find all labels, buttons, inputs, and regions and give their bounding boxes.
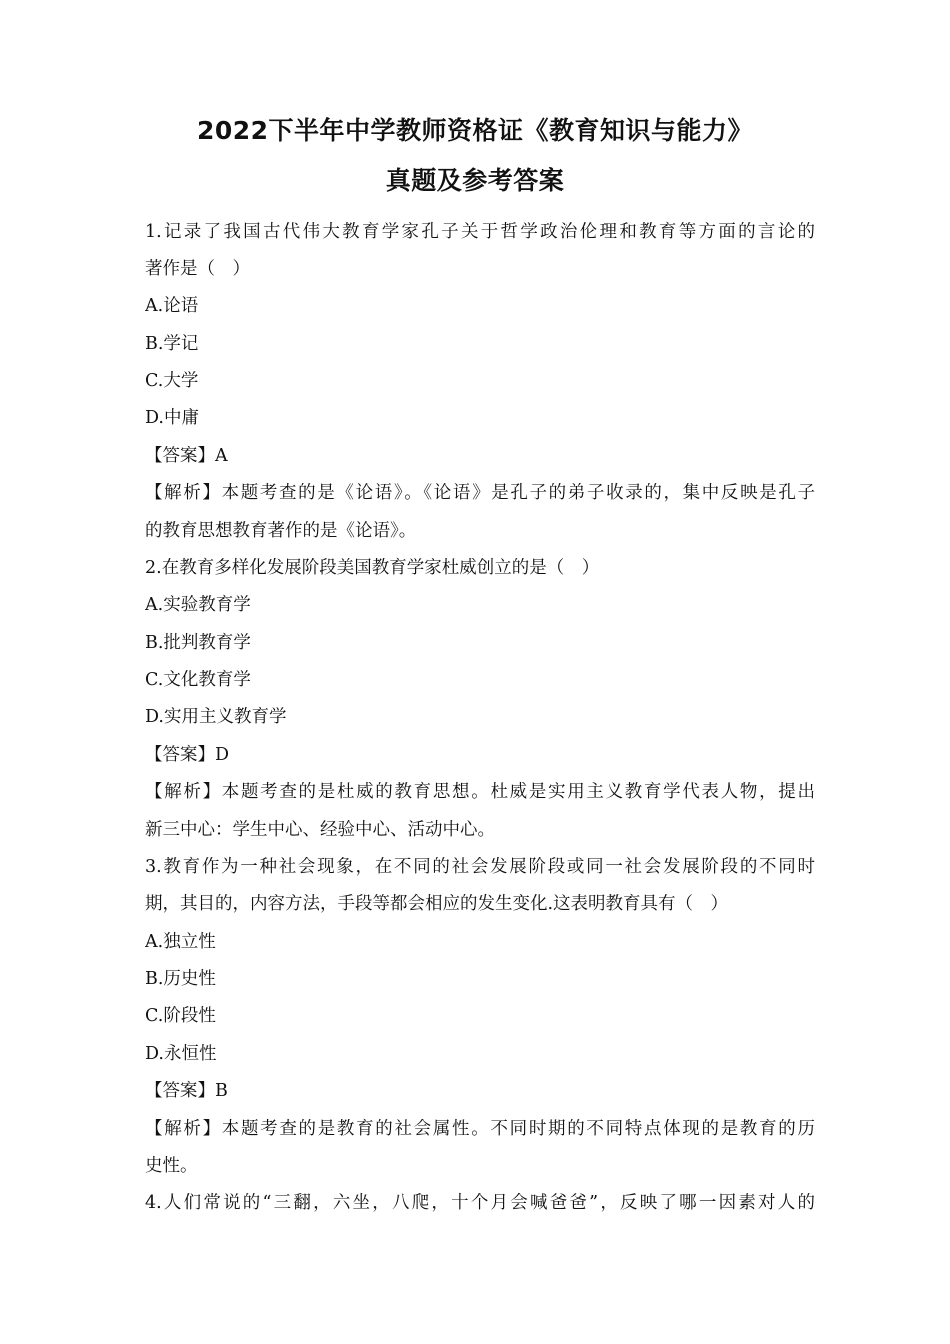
question-3-analysis-line-1: 【解析】本题考查的是教育的社会属性。不同时期的不同特点体现的是教育的历	[145, 1119, 815, 1139]
question-3-option-c: C.阶段性	[145, 1006, 216, 1026]
question-1-answer: 【答案】A	[145, 446, 228, 466]
question-2-option-c: C.文化教育学	[145, 670, 251, 690]
question-2-stem-line-1: 2.在教育多样化发展阶段美国教育学家杜威创立的是（ ）	[145, 558, 600, 578]
question-3-stem-line-2: 期，其目的，内容方法，手段等都会相应的发生变化.这表明教育具有（ ）	[145, 894, 729, 914]
question-2-analysis-line-1: 【解析】本题考查的是杜威的教育思想。杜威是实用主义教育学代表人物，提出	[145, 782, 815, 802]
question-1-stem-line-1: 1.记录了我国古代伟大教育学家孔子关于哲学政治伦理和教育等方面的言论的	[145, 222, 815, 242]
question-3-analysis-line-2: 史性。	[145, 1156, 198, 1176]
question-2-answer: 【答案】D	[145, 745, 230, 765]
question-2-option-a: A.实验教育学	[145, 595, 251, 615]
question-1-option-c: C.大学	[145, 371, 199, 391]
question-3-option-a: A.独立性	[145, 932, 216, 952]
question-3-option-d: D.永恒性	[145, 1044, 217, 1064]
question-2-option-d: D.实用主义教育学	[145, 707, 287, 727]
question-1-analysis-line-1: 【解析】本题考查的是《论语》。《论语》是孔子的弟子收录的，集中反映是孔子	[145, 483, 815, 503]
question-2-option-b: B.批判教育学	[145, 633, 251, 653]
question-1-option-b: B.学记	[145, 334, 199, 354]
question-2-analysis-line-2: 新三中心：学生中心、经验中心、活动中心。	[145, 820, 495, 840]
question-3-answer: 【答案】B	[145, 1081, 228, 1101]
question-1-stem-line-2: 著作是（ ）	[145, 259, 250, 279]
document-title-line-1: 2022下半年中学教师资格证《教育知识与能力》	[196, 116, 754, 145]
question-1-option-d: D.中庸	[145, 408, 199, 428]
question-1-option-a: A.论语	[145, 296, 199, 316]
question-3-stem-line-1: 3.教育作为一种社会现象，在不同的社会发展阶段或同一社会发展阶段的不同时	[145, 857, 815, 877]
question-1-analysis-line-2: 的教育思想教育著作的是《论语》。	[145, 521, 417, 541]
document-title-line-2: 真题及参考答案	[385, 166, 565, 195]
question-3-option-b: B.历史性	[145, 969, 216, 989]
question-4-stem-line-1: 4.人们常说的“三翻，六坐，八爬，十个月会喊爸爸”，反映了哪一因素对人的	[145, 1193, 815, 1213]
